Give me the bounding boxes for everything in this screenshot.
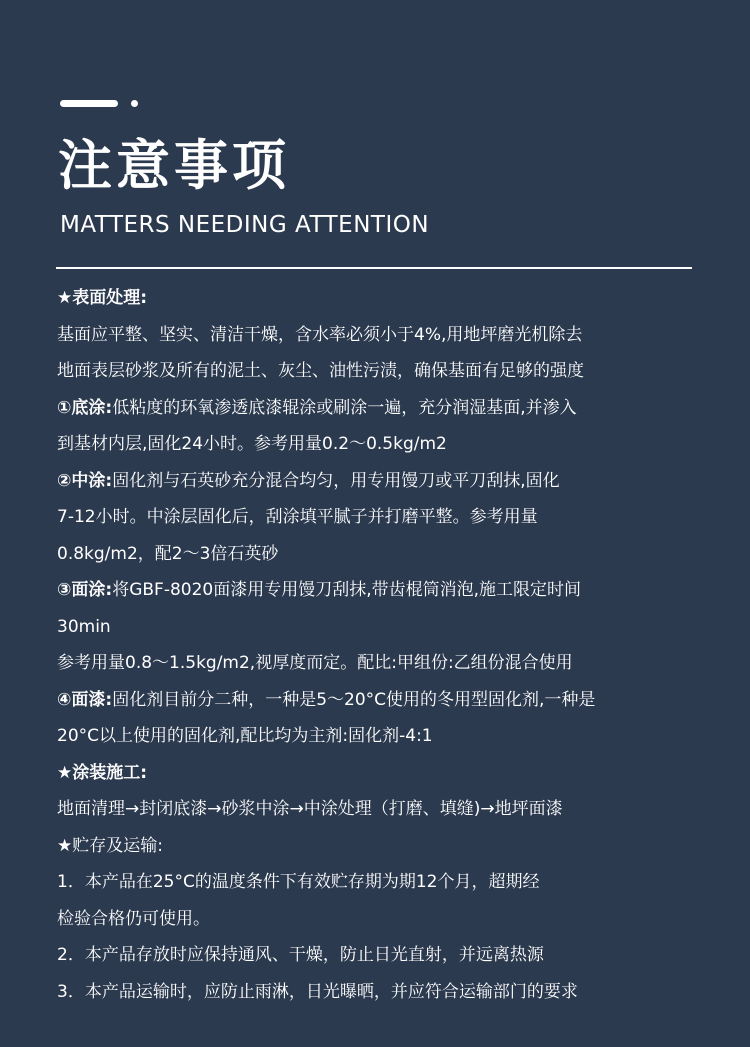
text-line: ★表面处理: <box>57 288 148 308</box>
text-line: 2．本产品存放时应保持通风、干燥，防止日光直射，并远离热源 <box>57 945 544 965</box>
text-line: 3．本产品运输时，应防止雨淋，日光曝晒，并应符合运输部门的要求 <box>57 981 578 1002</box>
text-line: 20°C以上使用的固化剂,配比均为主剂:固化剂-4:1 <box>57 726 433 746</box>
text-line: 0.8kg/m2，配2～3倍石英砂 <box>57 543 279 564</box>
text-line: 30min <box>57 616 111 637</box>
text-line: 7-12小时。中涂层固化后，刮涂填平腻子并打磨平整。参考用量 <box>57 507 538 527</box>
text-line: ②中涂:固化剂与石英砂充分混合均匀，用专用馒刀或平刀刮抹,固化 <box>57 470 560 491</box>
text-line: 地面清理→封闭底漆→砂浆中涂→中涂处理（打磨、填缝)→地坪面漆 <box>57 799 563 819</box>
page-subtitle: MATTERS NEEDING ATTENTION <box>60 212 430 238</box>
page-title: 注意事项 <box>58 134 290 197</box>
header-divider <box>56 267 692 269</box>
text-line: 参考用量0.8～1.5kg/m2,视厚度而定。配比:甲组份:乙组份混合使用 <box>57 653 573 673</box>
text-line: 基面应平整、坚实、清洁干燥，含水率必须小于4%,用地坪磨光机除去 <box>57 324 583 345</box>
text-line: 地面表层砂浆及所有的泥土、灰尘、油性污渍，确保基面有足够的强度 <box>57 361 584 381</box>
text-line: ④面漆:固化剂目前分二种，一种是5～20°C使用的冬用型固化剂,一种是 <box>57 689 596 710</box>
text-line: 检验合格仍可使用。 <box>57 908 210 929</box>
content-body <box>57 280 697 1010</box>
text-line: ③面涂:将GBF-8020面漆用专用馒刀刮抹,带齿棍筒消泡,施工限定时间 <box>57 580 582 600</box>
text-line: ★贮存及运输: <box>57 835 163 856</box>
decoration-bar <box>60 100 118 107</box>
decoration-dot <box>131 100 138 107</box>
text-line: 到基材内层,固化24小时。参考用量0.2～0.5kg/m2 <box>57 434 447 454</box>
text-line: ①底涂:低粘度的环氧渗透底漆辊涂或刷涂一遍，充分润湿基面,并渗入 <box>57 397 577 418</box>
text-line: ★涂装施工: <box>57 762 148 783</box>
text-line: 1．本产品在25°C的温度条件下有效贮存期为期12个月，超期经 <box>57 872 540 892</box>
